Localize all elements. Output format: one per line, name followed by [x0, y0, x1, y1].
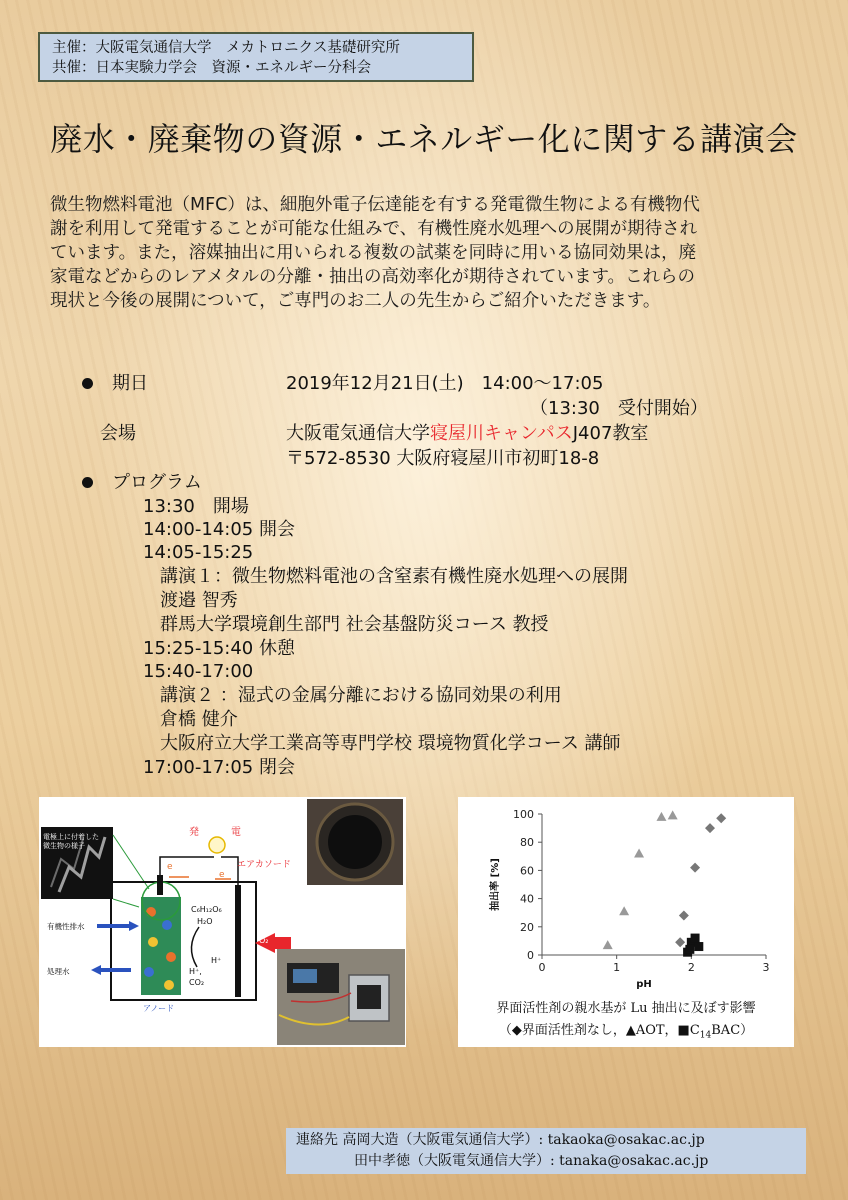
program-item: 17:00-17:05 閉会 — [143, 757, 295, 778]
lecture-2-title: 講演２ ：湿式の金属分離における協同効果の利用 — [160, 685, 562, 706]
date-value: 2019年12月21日(土) 14:00〜17:05 — [286, 373, 604, 394]
venue-room: J407教室 — [572, 423, 649, 444]
data-point-triangle — [668, 810, 678, 819]
mfc-figure — [39, 797, 406, 1047]
intro-line: 謝を利用して発電することが可能な仕組みで、有機性廃水処理への展開が期待され — [50, 219, 698, 239]
x-axis-label: pH — [636, 979, 652, 990]
electron-label: e — [219, 870, 225, 880]
y-tick-label: 40 — [520, 892, 534, 906]
bulb-icon — [209, 837, 225, 853]
reactant-label: H₂O — [197, 917, 213, 926]
data-point-diamond — [705, 823, 715, 833]
product-label: CO₂ — [189, 978, 205, 987]
oxygen-label: O₂ — [259, 936, 269, 945]
host-line: 主催：大阪電気通信大学 メカトロニクス基礎研究所 — [52, 40, 400, 56]
data-point-triangle — [603, 940, 613, 949]
chart-caption: 界面活性剤の親水基が Lu 抽出に及ぼす影響 — [496, 1001, 756, 1016]
data-point-triangle — [634, 848, 644, 857]
venue-university: 大阪電気通信大学 — [286, 423, 430, 444]
contact-line-2: 田中孝徳（大阪電気通信大学）: tanaka@osakac.ac.jp — [354, 1153, 709, 1169]
program-item: 14:05-15:25 — [143, 542, 254, 563]
date-label: 期日 — [112, 373, 148, 394]
y-tick-label: 0 — [527, 949, 534, 962]
anode-label: アノード — [143, 1004, 175, 1013]
cell-outline — [111, 882, 256, 1000]
product-label: H⁺, — [189, 967, 202, 976]
intro-line: 現状と今後の展開について，ご専門のお二人の先生からご紹介いただきます。 — [50, 291, 661, 311]
program-item: 13:30 開場 — [143, 496, 249, 517]
callout-line — [113, 835, 149, 889]
x-tick-label: 0 — [538, 961, 546, 974]
legend-text: BAC） — [711, 1023, 754, 1038]
chart-legend-caption — [458, 1019, 794, 1041]
gen-label: 発 — [189, 827, 199, 838]
lecture-1-title: 講演１：微生物燃料電池の含窒素有機性廃水処理への展開 — [160, 566, 628, 587]
data-point-triangle — [619, 906, 629, 915]
program-label: プログラム — [112, 472, 202, 493]
cohost-line: 共催：日本実験力学会 資源・エネルギー分科会 — [52, 60, 371, 76]
inset-caption: 微生物の様子 — [43, 842, 85, 850]
inset-caption: 電極上に付着した — [43, 833, 99, 841]
reception-time: （13:30 受付開始） — [530, 398, 708, 419]
extraction-chart — [458, 797, 794, 1047]
venue-campus: 寝屋川キャンパス — [430, 423, 573, 444]
scatter-plot — [458, 797, 794, 993]
air-cathode — [235, 885, 241, 997]
legend-text: （◆界面活性剤なし，▲AOT，■C — [498, 1023, 700, 1038]
air-cathode-label: エアカソード — [237, 860, 291, 870]
contact-line-1: 連絡先 高岡大造（大阪電気通信大学）: takaoka@osakac.ac.jp — [296, 1132, 705, 1148]
venue-label: 会場 — [100, 423, 136, 444]
data-point-triangle — [656, 812, 666, 821]
organizer-box — [38, 32, 474, 82]
program-item: 15:40-17:00 — [143, 661, 254, 682]
lecture-1-affiliation: 群馬大学環境創生部門 社会基盤防災コース 教授 — [160, 614, 549, 635]
bullet-icon — [82, 477, 93, 488]
program-item: 14:00-14:05 開会 — [143, 519, 295, 540]
intro-line: ています。また，溶媒抽出に用いられる複数の試薬を同時に用いる協同効果は，廃 — [50, 243, 697, 263]
data-point-square — [691, 934, 700, 943]
venue-address: 〒572-8530 大阪府寝屋川市初町18-8 — [286, 448, 600, 469]
lecture-1-speaker: 渡邉 智秀 — [160, 590, 238, 611]
lecture-2-affiliation: 大阪府立大学工業高等専門学校 環境物質化学コース 講師 — [160, 733, 621, 754]
contact-box — [286, 1128, 806, 1174]
y-tick-label: 20 — [520, 920, 534, 934]
data-point-diamond — [675, 937, 685, 947]
intro-paragraph — [50, 193, 810, 313]
y-axis-label: 抽出率 [%] — [490, 858, 501, 911]
x-tick-label: 3 — [762, 961, 770, 974]
y-tick-label: 100 — [513, 808, 534, 821]
data-point-square — [685, 945, 694, 954]
inflow-label: 有機性排水 — [47, 922, 85, 931]
bullet-icon — [82, 378, 93, 389]
mfc-diagram — [39, 797, 406, 1047]
y-tick-label: 80 — [520, 836, 534, 850]
electron-label: e — [167, 862, 173, 872]
reactant-label: C₆H₁₂O₆ — [191, 905, 222, 914]
venue-value — [286, 423, 648, 445]
data-point-diamond — [679, 911, 689, 921]
proton-label: H⁺ — [211, 956, 222, 965]
data-point-diamond — [716, 813, 726, 823]
legend-subscript: 14 — [699, 1030, 712, 1041]
data-point-diamond — [690, 863, 700, 873]
lecture-2-speaker: 倉橋 健介 — [160, 709, 238, 730]
page-title: 廃水・廃棄物の資源・エネルギー化に関する講演会 — [50, 120, 798, 158]
x-tick-label: 2 — [687, 961, 695, 974]
intro-line: 家電などからのレアメタルの分離・抽出の高効率化が期待されています。これらの — [50, 267, 696, 287]
x-tick-label: 1 — [613, 961, 621, 974]
gen-label: 電 — [231, 827, 241, 838]
callout-line — [113, 899, 139, 907]
y-tick-label: 60 — [520, 864, 534, 878]
intro-line: 微生物燃料電池（MFC）は、細胞外電子伝達能を有する発電微生物による有機物代 — [50, 195, 700, 215]
program-item: 15:25-15:40 休憩 — [143, 638, 295, 659]
data-point-square — [694, 942, 703, 951]
outflow-label: 処理水 — [47, 967, 70, 976]
